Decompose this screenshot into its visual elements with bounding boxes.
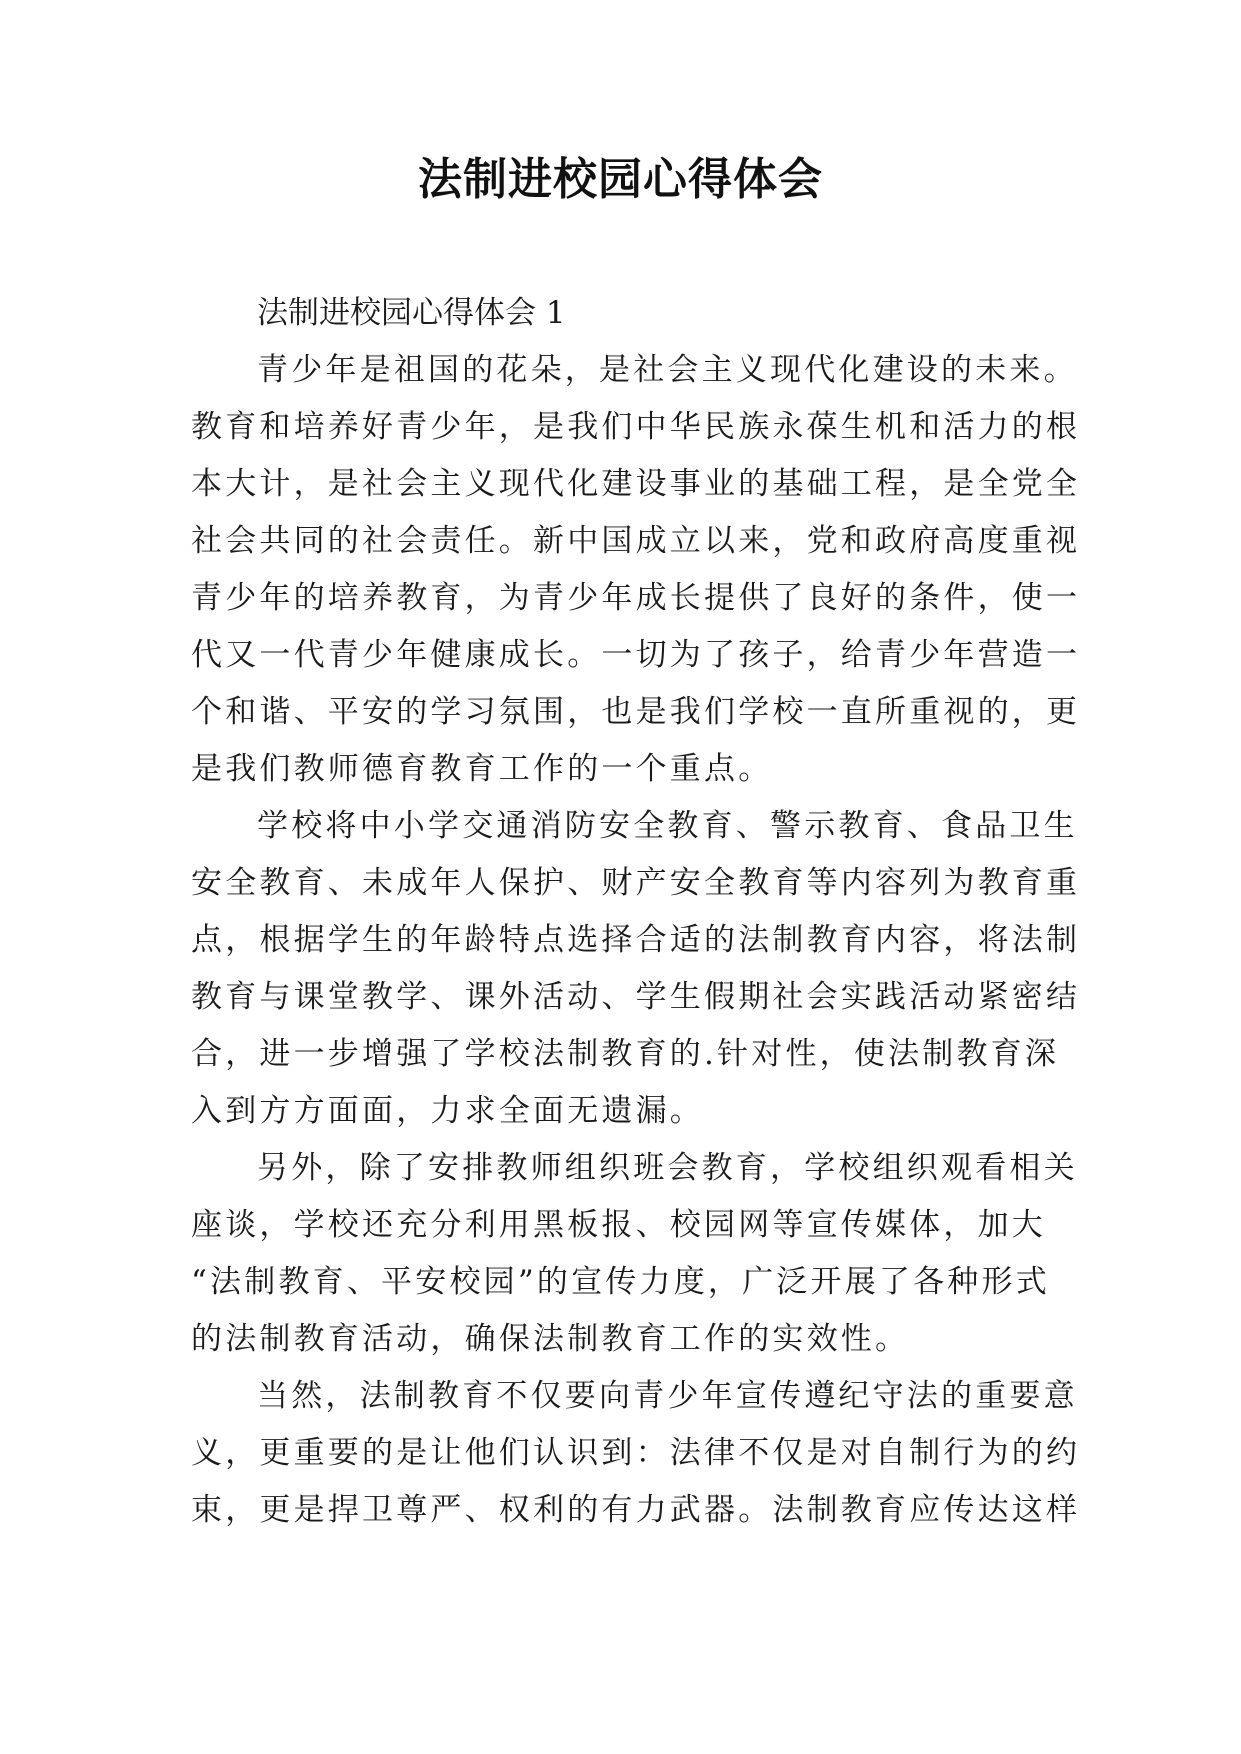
paragraph-3 (191, 1140, 1078, 1368)
text-line: 青少年的培养教育，为青少年成长提供了良好的条件，使一 (191, 580, 1081, 616)
text-line: 另外，除了安排教师组织班会教育，学校组织观看相关 (257, 1150, 1078, 1186)
text-line: 束，更是捍卫尊严、权利的有力武器。法制教育应传达这样 (191, 1492, 1081, 1528)
text-line: 个和谐、平安的学习氛围，也是我们学校一直所重视的，更 (191, 694, 1081, 730)
text-line: “法制教育、平安校园”的宣传力度，广泛开展了各种形式 (191, 1264, 1050, 1300)
text-line: 社会共同的社会责任。新中国成立以来，党和政府高度重视 (191, 523, 1081, 559)
text-line: 安全教育、未成年人保护、财产安全教育等内容列为教育重 (191, 865, 1081, 901)
paragraph-2 (191, 798, 1081, 1140)
paragraph-4 (191, 1368, 1081, 1539)
text-line: 合，进一步增强了学校法制教育的.针对性，使法制教育深 (191, 1036, 1060, 1072)
section-heading: 法制进校园心得体会 1 (257, 295, 566, 331)
text-line: 座谈，学校还充分利用黑板报、校园网等宣传媒体，加大 (191, 1207, 1046, 1243)
text-line: 的法制教育活动，确保法制教育工作的实效性。 (191, 1321, 910, 1357)
document-title: 法制进校园心得体会 (418, 154, 823, 205)
document-body (191, 285, 1081, 1539)
text-line: 学校将中小学交通消防安全教育、警示教育、食品卫生 (257, 808, 1078, 844)
paragraph-1 (191, 342, 1081, 798)
text-line: 青少年是祖国的花朵，是社会主义现代化建设的未来。 (257, 352, 1078, 388)
text-line: 入到方方面面，力求全面无遗漏。 (191, 1093, 704, 1129)
text-line: 代又一代青少年健康成长。一切为了孩子，给青少年营造一 (191, 637, 1081, 673)
text-line: 是我们教师德育教育工作的一个重点。 (191, 751, 773, 787)
text-line: 教育与课堂教学、课外活动、学生假期社会实践活动紧密结 (191, 979, 1081, 1015)
text-line: 义，更重要的是让他们认识到：法律不仅是对自制行为的约 (191, 1435, 1081, 1471)
text-line: 教育和培养好青少年，是我们中华民族永葆生机和活力的根 (191, 409, 1081, 445)
text-line: 点，根据学生的年龄特点选择合适的法制教育内容，将法制 (191, 922, 1081, 958)
text-line: 当然，法制教育不仅要向青少年宣传遵纪守法的重要意 (257, 1378, 1078, 1414)
text-line: 本大计，是社会主义现代化建设事业的基础工程，是全党全 (191, 466, 1081, 502)
